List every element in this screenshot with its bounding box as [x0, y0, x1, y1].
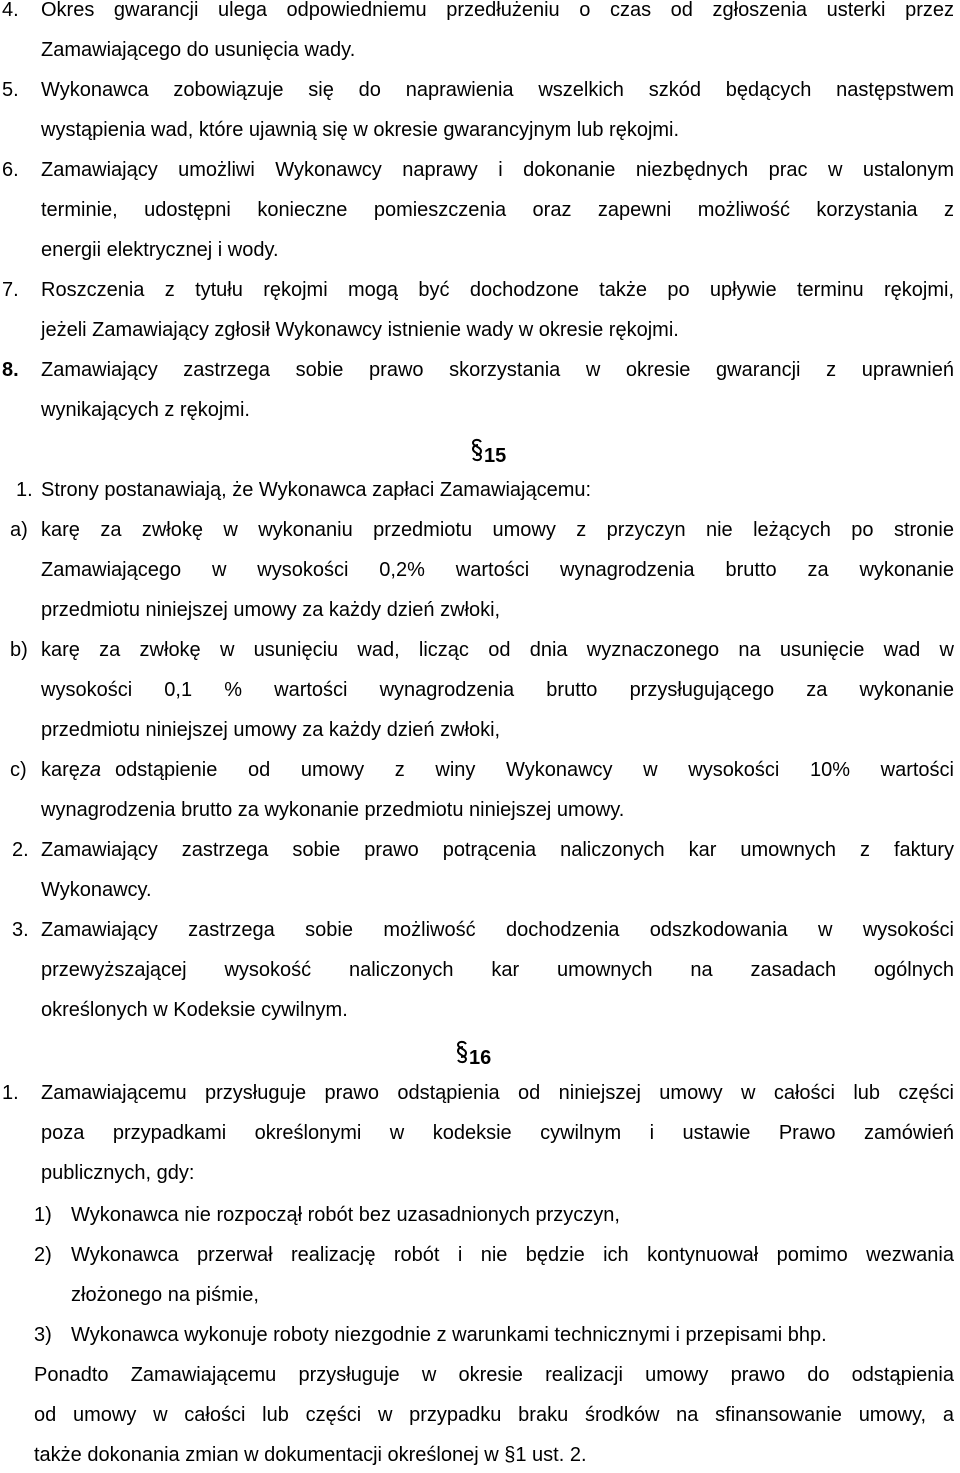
item-number: 1. [16, 479, 33, 501]
item-4-line-2: Zamawiającego do usunięcia wady. [41, 39, 356, 61]
sub-item-2-line-1: Wykonawca przerwał realizację robót i nie będzie ich kontynuował pomimo wezwania [71, 1244, 954, 1266]
item-6-line-1: Zamawiający umożliwi Wykonawcy naprawy i dokonanie niezbędnych prac w ustalonym [41, 159, 954, 181]
sub-item-number: 1) [34, 1204, 52, 1226]
item-number: 3. [12, 919, 29, 941]
item-c-text-italic: za [79, 759, 102, 781]
section-number: 15 [484, 445, 507, 467]
item-8-line-1: Zamawiający zastrzega sobie prawo skorzystania w okresie gwarancji z uprawnień [41, 359, 954, 381]
item-number: 1. [2, 1082, 19, 1104]
sub-item-number: 3) [34, 1324, 52, 1346]
section-16-item-1-line-3: publicznych, gdy: [41, 1162, 195, 1184]
item-b-line-2: wysokości 0,1 % wartości wynagrodzenia brutto przysługującego za wykonanie [41, 679, 954, 701]
item-7-line-2: jeżeli Zamawiający zgłosił Wykonawcy istnienie wady w okresie rękojmi. [41, 319, 679, 341]
item-b-line-1: karę za zwłokę w usunięciu wad, licząc od dnia wyznaczonego na usunięcie wad w [41, 639, 954, 661]
closing-line-2: od umowy w całości lub części w przypadku braku środków na sfinansowanie umowy, a [34, 1404, 954, 1426]
section-15-item-3-line-1: Zamawiający zastrzega sobie możliwość dochodzenia odszkodowania w wysokości [41, 919, 954, 941]
item-number: 5. [2, 79, 19, 101]
section-number: 16 [469, 1047, 492, 1069]
item-c-text-post: odstąpienie od umowy z winy Wykonawcy w wysokości 10% wartości [115, 759, 954, 781]
section-sign-icon [470, 438, 484, 462]
closing-line-3: także dokonania zmian w dokumentacji określonej w §1 ust. 2. [34, 1444, 587, 1466]
sub-item-3: Wykonawca wykonuje roboty niezgodnie z warunkami technicznymi i przepisami bhp. [71, 1324, 827, 1346]
item-label: a) [10, 519, 28, 541]
section-heading [455, 1040, 491, 1070]
item-number: 8. [2, 359, 19, 381]
item-c-line-1 [41, 758, 954, 782]
item-label: c) [10, 759, 27, 781]
section-15-item-1: Strony postanawiają, że Wykonawca zapłaci Zamawiającemu: [41, 479, 592, 501]
item-a-line-3: przedmiotu niniejszej umowy za każdy dzień zwłoki, [41, 599, 501, 621]
section-15-item-3-line-2: przewyższającej wysokość naliczonych kar umownych na zasadach ogólnych [41, 959, 954, 981]
section-16-item-1-line-1: Zamawiającemu przysługuje prawo odstąpienia od niniejszej umowy w całości lub części [41, 1082, 954, 1104]
item-4-line-1: Okres gwarancji ulega odpowiedniemu przedłużeniu o czas od zgłoszenia usterki przez [41, 0, 954, 21]
item-c-text-pre: karę [41, 759, 80, 781]
section-15-item-2-line-2: Wykonawcy. [41, 879, 152, 901]
item-number: 6. [2, 159, 19, 181]
item-b-line-3: przedmiotu niniejszej umowy za każdy dzień zwłoki, [41, 719, 501, 741]
item-number: 4. [2, 0, 19, 21]
item-number: 7. [2, 279, 19, 301]
item-5-line-1: Wykonawca zobowiązuje się do naprawienia wszelkich szkód będących następstwem [41, 79, 954, 101]
sub-item-2-line-2: złożonego na piśmie, [71, 1284, 259, 1306]
item-6-line-3: energii elektrycznej i wody. [41, 239, 279, 261]
item-7-line-1: Roszczenia z tytułu rękojmi mogą być dochodzone także po upływie terminu rękojmi, [41, 279, 954, 301]
item-8-line-2: wynikających z rękojmi. [41, 399, 250, 421]
item-5-line-2: wystąpienia wad, które ujawnią się w okresie gwarancyjnym lub rękojmi. [41, 119, 680, 141]
item-6-line-2: terminie, udostępni konieczne pomieszczenia oraz zapewni możliwość korzystania z [41, 199, 954, 221]
item-label: b) [10, 639, 28, 661]
item-a-line-2: Zamawiającego w wysokości 0,2% wartości wynagrodzenia brutto za wykonanie [41, 559, 954, 581]
item-number: 2. [12, 839, 29, 861]
section-15-item-2-line-1: Zamawiający zastrzega sobie prawo potrącenia naliczonych kar umownych z faktury [41, 839, 954, 861]
section-15-item-3-line-3: określonych w Kodeksie cywilnym. [41, 999, 348, 1021]
sub-item-1: Wykonawca nie rozpoczął robót bez uzasadnionych przyczyn, [71, 1204, 620, 1226]
section-16-item-1-line-2: poza przypadkami określonymi w kodeksie cywilnym i ustawie Prawo zamówień [41, 1122, 954, 1144]
sub-item-number: 2) [34, 1244, 52, 1266]
closing-line-1: Ponadto Zamawiającemu przysługuje w okresie realizacji umowy prawo do odstąpienia [34, 1364, 954, 1386]
item-a-line-1: karę za zwłokę w wykonaniu przedmiotu umowy z przyczyn nie leżących po stronie [41, 519, 954, 541]
section-sign-icon [455, 1040, 469, 1064]
section-heading [470, 438, 506, 468]
item-c-line-2: wynagrodzenia brutto za wykonanie przedmiotu niniejszej umowy. [41, 799, 625, 821]
